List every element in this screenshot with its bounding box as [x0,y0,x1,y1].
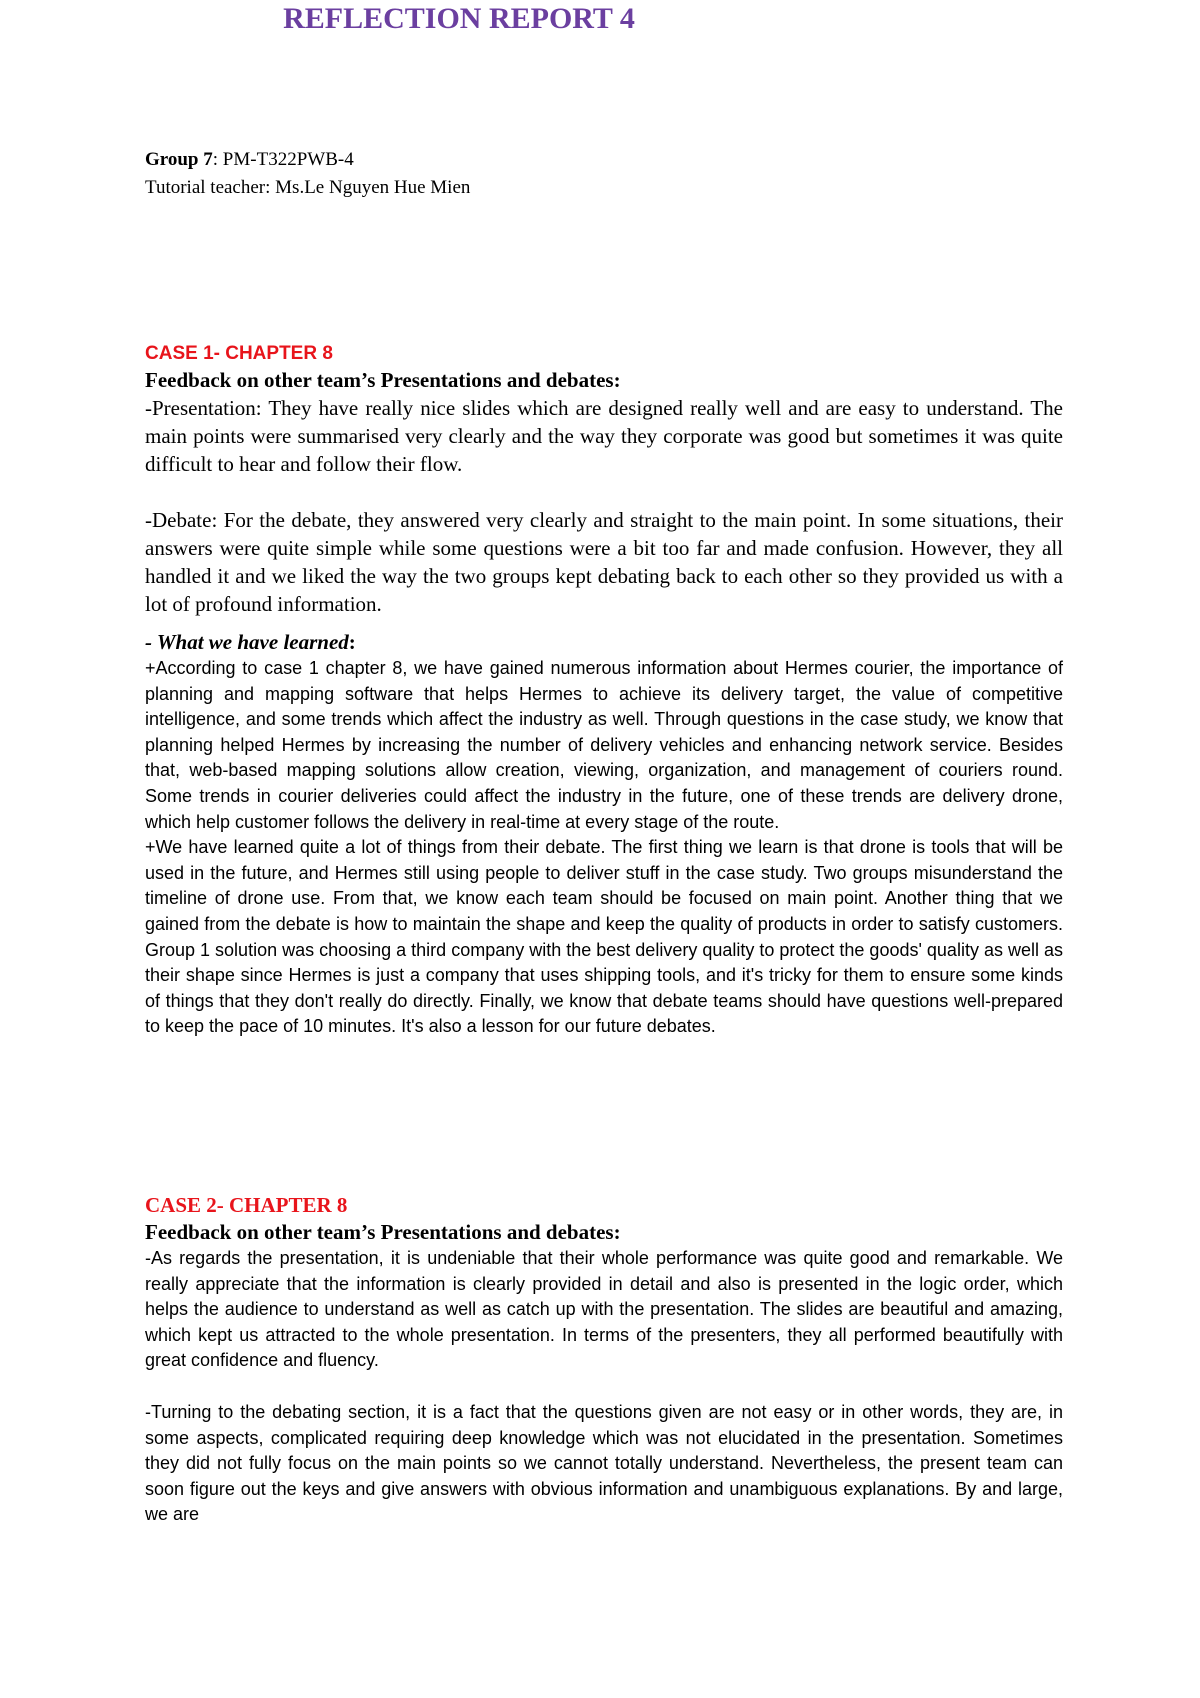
case2-debate-paragraph: -Turning to the debating section, it is a fact that the questions given are not easy or in other words, they are, in some aspects, complicated requiring deep knowledge which was not elucidated in the presentation. Sometimes they did not fully focus on the main points so we cannot totally understand. Nevertheless, the present team can soon figure out the keys and give answers with obvious information and unambiguous explanations. By and large, we are [145,1401,1063,1525]
tutor-line: Tutorial teacher: Ms.Le Nguyen Hue Mien [145,177,471,198]
case1-learned-paragraph-1: +According to case 1 chapter 8, we have gained numerous information about Hermes courier, the importance of planning and mapping software that helps Hermes to achieve its delivery target, the value of competitive intelligence, and some trends which affect the industry as well. Through questions in the case study, we know that planning helped Hermes by increasing the number of delivery vehicles and enhancing network service. Besides that, web-based mapping solutions allow creation, viewing, organization, and management of couriers round. Some trends in courier deliveries could affect the industry in the future, one of these trends are delivery drone, which help customer follows the delivery in real-time at every stage of the route. [145,658,1063,832]
group-line [145,146,1063,174]
paragraph-gap [145,478,1063,506]
case1-learned-heading [145,628,1063,656]
case1-section [145,340,1063,1040]
case1-debate-paragraph: -Debate: For the debate, they answered very clearly and straight to the main point. In some situations, their answers were quite simple while some questions were a bit too far and made confusion. However, they all handled it and we liked the way the two groups kept debating back to each other so they provided us with a lot of profound information. [145,508,1063,616]
case1-learned-paragraph-2: +We have learned quite a lot of things from their debate. The first thing we learn is that drone is tools that will be used in the future, and Hermes still using people to deliver stuff in the case study. Two groups misunderstand the timeline of drone use. From that, we know each team should be focused on main point. Another thing that we gained from the debate is how to maintain the shape and keep the quality of products in order to satisfy customers. Group 1 solution was choosing a third company with the best delivery quality to protect the goods' quality as well as their shape since Hermes is just a company that uses shipping tools, and it's tricky for them to ensure some kinds of things that they don't really do directly. Finally, we know that debate teams should have questions well-prepared to keep the pace of 10 minutes. It's also a lesson for our future debates. [145,837,1063,1037]
paragraph-gap [145,1374,1063,1400]
case2-feedback-heading: Feedback on other team’s Presentations and debates: [145,1220,621,1244]
case1-presentation-paragraph: -Presentation: They have really nice slides which are designed really well and are easy to understand. The main points were summarised very clearly and the way they corporate was good but sometimes it was quite difficult to hear and follow their flow. [145,396,1063,476]
document-header [145,146,1063,202]
case1-feedback-heading: Feedback on other team’s Presentations and debates: [145,368,621,392]
case1-heading: CASE 1- CHAPTER 8 [145,343,333,364]
learned-heading-text: - What we have learned [145,630,349,654]
group-label: Group 7 [145,149,213,170]
report-title: REFLECTION REPORT 4 [283,2,635,35]
learned-heading-colon: : [348,630,356,654]
case2-heading: CASE 2- CHAPTER 8 [145,1193,348,1217]
case2-presentation-paragraph: -As regards the presentation, it is undeniable that their whole performance was quite good and remarkable. We really appreciate that the information is clearly provided in detail and also is presented in the logic order, which helps the audience to understand as well as catch up with the presentation. The slides are beautiful and amazing, which kept us attracted to the whole presentation. In terms of the presenters, they all performed beautifully with great confidence and fluency. [145,1248,1063,1371]
case2-section [145,1192,1063,1528]
group-code: : PM-T322PWB-4 [212,149,354,170]
